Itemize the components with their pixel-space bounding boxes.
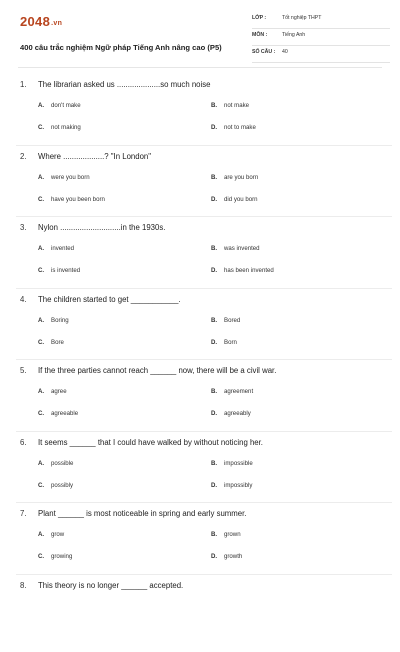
question-stem — [20, 509, 246, 518]
option-text: growing — [51, 553, 72, 560]
question-text: Nylon ............................in the 1930s. — [38, 223, 165, 232]
option-text: Born — [224, 339, 237, 346]
answer-option[interactable] — [211, 196, 258, 203]
question-divider — [16, 502, 392, 503]
option-letter: C. — [38, 124, 51, 131]
option-text: invented — [51, 245, 74, 252]
option-text: Bored — [224, 317, 240, 324]
option-text: impossibly — [224, 482, 252, 489]
option-letter: B. — [211, 460, 224, 467]
option-letter: C. — [38, 553, 51, 560]
option-letter: B. — [211, 388, 224, 395]
question-number: 2. — [20, 152, 38, 161]
answer-option[interactable] — [211, 460, 253, 467]
answer-option[interactable] — [211, 174, 258, 181]
question-item — [20, 80, 382, 152]
answer-option[interactable] — [211, 245, 260, 252]
answer-option[interactable] — [38, 460, 73, 467]
option-text: were you born — [51, 174, 90, 181]
question-item — [20, 295, 382, 367]
option-letter: D. — [211, 339, 224, 346]
option-text: not to make — [224, 124, 256, 131]
question-stem — [20, 438, 263, 447]
question-item — [20, 223, 382, 295]
meta-row-class — [252, 12, 390, 29]
question-item — [20, 366, 382, 438]
page-header — [20, 12, 390, 62]
option-text: grown — [224, 531, 241, 538]
answer-option[interactable] — [38, 245, 74, 252]
option-letter: A. — [38, 245, 51, 252]
question-stem — [20, 581, 183, 590]
question-divider — [16, 288, 392, 289]
question-number: 6. — [20, 438, 38, 447]
answer-option[interactable] — [38, 531, 64, 538]
option-text: agreeable — [51, 410, 78, 417]
option-text: was invented — [224, 245, 260, 252]
question-text: Plant ______ is most noticeable in spring and early summer. — [38, 509, 246, 518]
meta-value: Tiếng Anh — [282, 32, 305, 38]
option-text: Bore — [51, 339, 64, 346]
option-text: growth — [224, 553, 242, 560]
meta-value: 40 — [282, 49, 288, 55]
question-number: 8. — [20, 581, 38, 590]
option-letter: D. — [211, 196, 224, 203]
question-item — [20, 438, 382, 510]
option-text: possible — [51, 460, 73, 467]
answer-option[interactable] — [211, 482, 252, 489]
answer-option[interactable] — [38, 482, 73, 489]
answer-option[interactable] — [38, 553, 72, 560]
answer-option[interactable] — [38, 196, 105, 203]
answer-option[interactable] — [211, 531, 241, 538]
question-divider — [16, 216, 392, 217]
option-letter: B. — [211, 531, 224, 538]
option-text: did you born — [224, 196, 258, 203]
option-letter: D. — [211, 553, 224, 560]
question-divider — [16, 431, 392, 432]
option-letter: B. — [211, 317, 224, 324]
option-letter: C. — [38, 196, 51, 203]
question-item — [20, 152, 382, 224]
site-logo[interactable] — [20, 14, 62, 29]
option-text: don't make — [51, 102, 81, 109]
meta-key: MÔN : — [252, 32, 267, 38]
page-title: 400 câu trắc nghiệm Ngữ pháp Tiếng Anh nâng cao (P5) — [20, 43, 222, 52]
meta-row-count — [252, 46, 390, 63]
option-letter: A. — [38, 460, 51, 467]
option-text: grow — [51, 531, 64, 538]
answer-option[interactable] — [38, 174, 90, 181]
option-letter: B. — [211, 174, 224, 181]
option-letter: D. — [211, 482, 224, 489]
question-number: 7. — [20, 509, 38, 518]
question-item — [20, 581, 382, 652]
option-text: agreement — [224, 388, 253, 395]
question-text: The librarian asked us ....................so much noise — [38, 80, 210, 89]
answer-option[interactable] — [38, 124, 81, 131]
option-text: not make — [224, 102, 249, 109]
option-letter: C. — [38, 482, 51, 489]
question-number: 3. — [20, 223, 38, 232]
option-letter: A. — [38, 102, 51, 109]
answer-option[interactable] — [38, 388, 67, 395]
meta-value: Tốt nghiệp THPT — [282, 15, 321, 21]
answer-option[interactable] — [211, 102, 249, 109]
question-text: This theory is no longer ______ accepted. — [38, 581, 183, 590]
question-stem — [20, 80, 210, 89]
option-letter: C. — [38, 339, 51, 346]
answer-option[interactable] — [211, 124, 256, 131]
question-text: Where ...................? "In London" — [38, 152, 151, 161]
option-text: agree — [51, 388, 67, 395]
option-text: possibly — [51, 482, 73, 489]
option-letter: A. — [38, 317, 51, 324]
option-text: not making — [51, 124, 81, 131]
header-divider — [18, 67, 382, 68]
answer-option[interactable] — [38, 267, 80, 274]
question-text: If the three parties cannot reach ______ now, there will be a civil war. — [38, 366, 276, 375]
question-stem — [20, 295, 181, 304]
question-number: 1. — [20, 80, 38, 89]
question-number: 4. — [20, 295, 38, 304]
option-letter: D. — [211, 124, 224, 131]
question-item — [20, 509, 382, 581]
option-letter: A. — [38, 531, 51, 538]
question-list — [20, 80, 382, 652]
option-text: Boring — [51, 317, 69, 324]
question-stem — [20, 223, 165, 232]
option-text: have you been born — [51, 196, 105, 203]
option-text: has been invented — [224, 267, 274, 274]
option-letter: A. — [38, 174, 51, 181]
question-stem — [20, 366, 276, 375]
question-divider — [16, 145, 392, 146]
answer-option[interactable] — [211, 267, 274, 274]
logo-suffix-text: .vn — [51, 20, 62, 27]
answer-option[interactable] — [38, 410, 78, 417]
question-stem — [20, 152, 151, 161]
option-letter: C. — [38, 410, 51, 417]
question-divider — [16, 574, 392, 575]
option-letter: D. — [211, 267, 224, 274]
meta-table — [252, 12, 390, 63]
meta-key: LỚP : — [252, 15, 266, 21]
option-letter: C. — [38, 267, 51, 274]
option-letter: B. — [211, 245, 224, 252]
meta-row-subject — [252, 29, 390, 46]
logo-main-text: 2048 — [20, 14, 50, 29]
answer-option[interactable] — [211, 339, 237, 346]
option-letter: D. — [211, 410, 224, 417]
answer-option[interactable] — [211, 410, 251, 417]
option-letter: B. — [211, 102, 224, 109]
option-text: impossible — [224, 460, 253, 467]
answer-option[interactable] — [211, 388, 253, 395]
answer-option[interactable] — [38, 339, 64, 346]
answer-option[interactable] — [38, 102, 81, 109]
answer-option[interactable] — [38, 317, 69, 324]
meta-key: SỐ CÂU : — [252, 49, 275, 55]
option-letter: A. — [38, 388, 51, 395]
option-text: is invented — [51, 267, 80, 274]
answer-option[interactable] — [211, 317, 240, 324]
question-text: The children started to get ___________. — [38, 295, 181, 304]
option-text: agreeably — [224, 410, 251, 417]
option-text: are you born — [224, 174, 258, 181]
answer-option[interactable] — [211, 553, 242, 560]
question-text: It seems ______ that I could have walked by without noticing her. — [38, 438, 263, 447]
question-divider — [16, 359, 392, 360]
question-number: 5. — [20, 366, 38, 375]
